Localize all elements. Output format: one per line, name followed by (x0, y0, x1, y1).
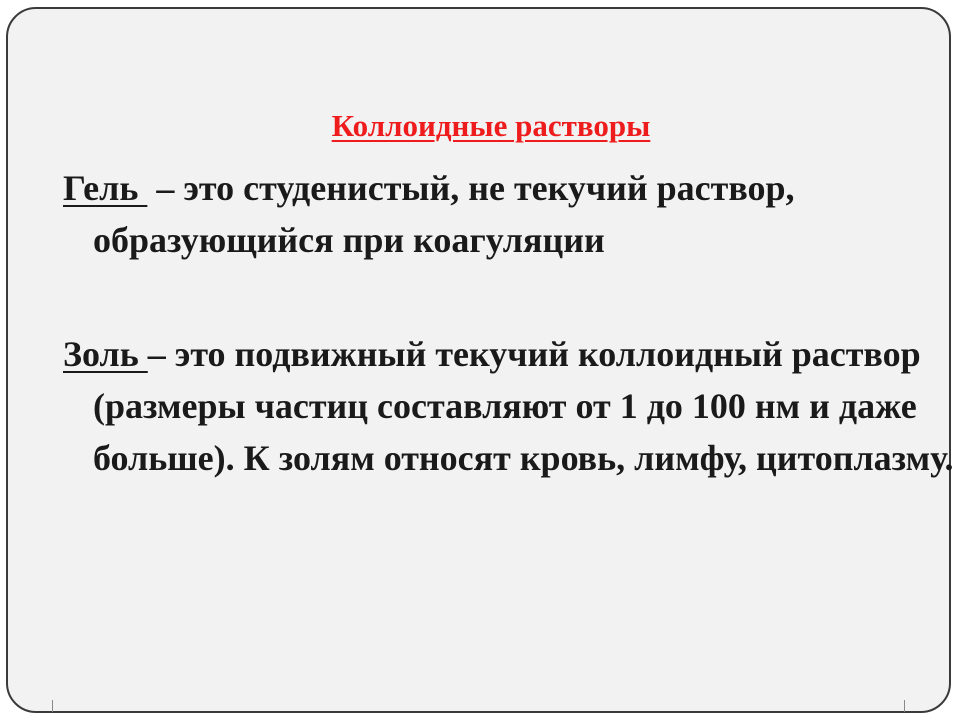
frame-corner-mark-right (904, 700, 905, 712)
definition-gel-text: – это студенистый, не текучий раствор, образующийся при коагуляции (93, 168, 795, 260)
frame-corner-mark-left (52, 700, 53, 712)
slide-title: Коллоидные растворы (331, 108, 651, 143)
term-gel: Гель (63, 168, 148, 208)
term-sol: Золь (63, 334, 148, 374)
definition-gel (63, 162, 960, 266)
definition-sol-text: – это подвижный текучий коллоидный раствор (размеры частиц составляют от 1 до 100 нм и даже больше). К золям относят кровь, лимфу, цитоплазму. (93, 334, 954, 478)
definition-sol (63, 328, 960, 484)
